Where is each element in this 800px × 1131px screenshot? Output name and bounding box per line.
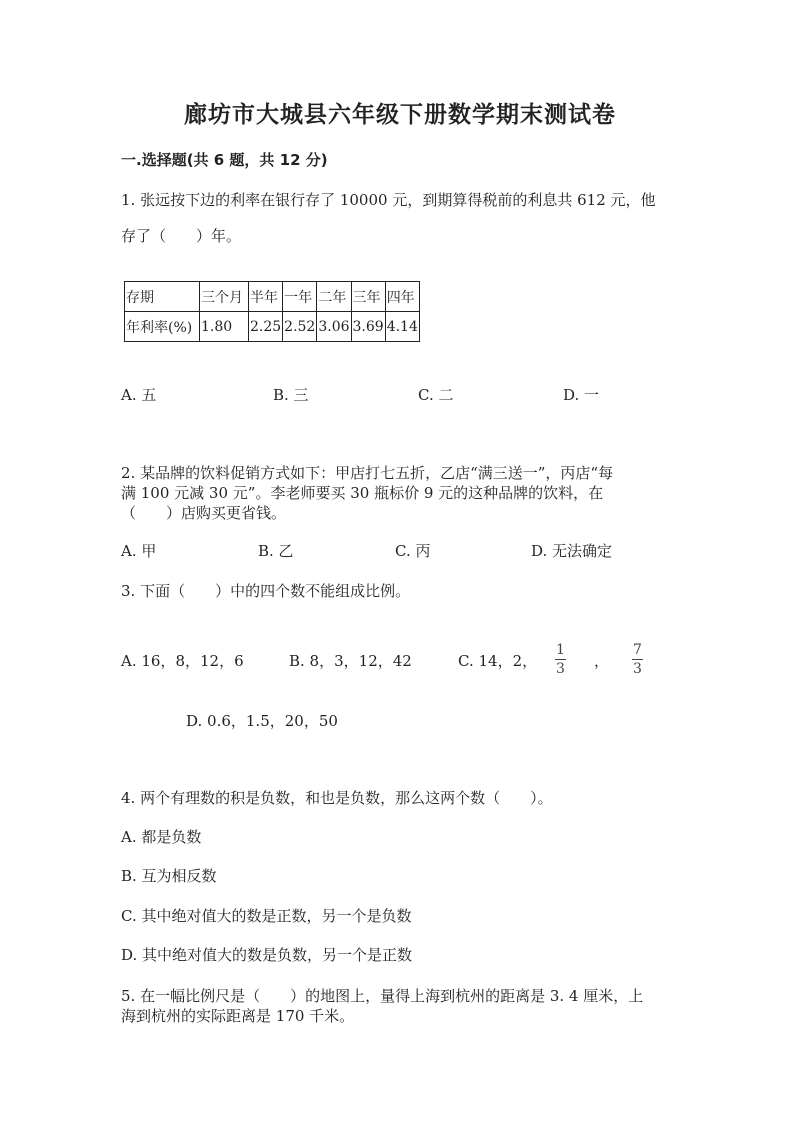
section-heading: 一.选择题(共 6 题，共 12 分): [121, 151, 328, 169]
q4-option-c[interactable]: C. 其中绝对值大的数是正数，另一个是负数: [121, 907, 412, 925]
q2-text-line2: 满 100 元减 30 元”。李老师要买 30 瓶标价 9 元的这种品牌的饮料，在: [121, 484, 604, 502]
table-header-row: [125, 282, 420, 312]
q2-text-line3: （ ）店购买更省钱。: [121, 504, 287, 522]
table-cell: 二年: [317, 282, 351, 312]
fraction-bar: [632, 659, 643, 660]
fraction-numerator: 7: [633, 642, 642, 658]
fraction-denominator: 3: [556, 661, 565, 677]
table-cell: 三个月: [200, 282, 249, 312]
fraction-bar: [555, 659, 566, 660]
table-cell: 2.52: [283, 312, 317, 342]
fraction-denominator: 3: [633, 661, 642, 677]
table-row: [125, 312, 420, 342]
table-cell: 3.06: [317, 312, 351, 342]
q2-option-b[interactable]: B. 乙: [258, 542, 294, 560]
q3-option-a[interactable]: A. 16，8，12，6: [121, 652, 244, 670]
q5-text-line1: 5. 在一幅比例尺是（ ）的地图上，量得上海到杭州的距离是 3. 4 厘米，上: [121, 987, 644, 1005]
table-cell: 4.14: [385, 312, 419, 342]
q5-text-line2: 海到杭州的实际距离是 170 千米。: [121, 1007, 355, 1025]
q1-option-b[interactable]: B. 三: [273, 386, 309, 404]
table-cell: 3.69: [351, 312, 385, 342]
table-cell: 三年: [351, 282, 385, 312]
q3-text-line1: 3. 下面（ ）中的四个数不能组成比例。: [121, 582, 411, 600]
q3-option-c[interactable]: C. 14，2，: [458, 652, 538, 670]
q1-option-c[interactable]: C. 二: [418, 386, 454, 404]
q2-option-c[interactable]: C. 丙: [395, 542, 431, 560]
q4-option-a[interactable]: A. 都是负数: [121, 828, 202, 846]
fraction-numerator: 1: [556, 642, 565, 658]
q1-option-a[interactable]: A. 五: [121, 386, 157, 404]
table-cell: 存期: [125, 282, 200, 312]
q4-text-line1: 4. 两个有理数的积是负数，和也是负数，那么这两个数（ ）。: [121, 789, 553, 807]
q4-option-b[interactable]: B. 互为相反数: [121, 867, 217, 885]
q3-option-d[interactable]: D. 0.6，1.5，20，50: [186, 712, 338, 730]
table-cell: 年利率(%): [125, 312, 200, 342]
interest-rate-table: [124, 281, 420, 342]
table-cell: 四年: [385, 282, 419, 312]
q1-text-line1: 1. 张远按下边的利率在银行存了 10000 元，到期算得税前的利息共 612 元，他: [121, 191, 656, 209]
page-title: 廊坊市大城县六年级下册数学期末测试卷: [184, 102, 616, 128]
table-cell: 2.25: [249, 312, 283, 342]
table-cell: 一年: [283, 282, 317, 312]
table-cell: 半年: [249, 282, 283, 312]
q1-option-d[interactable]: D. 一: [563, 386, 600, 404]
q2-option-d[interactable]: D. 无法确定: [531, 542, 613, 560]
q2-text-line1: 2. 某品牌的饮料促销方式如下：甲店打七五折，乙店“满三送一”，丙店“每: [121, 464, 614, 482]
table-cell: 1.80: [200, 312, 249, 342]
q3-fraction-one-third: [555, 643, 566, 676]
q3-option-b[interactable]: B. 8，3，12，42: [289, 652, 412, 670]
q1-text-line2: 存了（ ）年。: [121, 227, 242, 245]
q2-option-a[interactable]: A. 甲: [121, 542, 157, 560]
q4-option-d[interactable]: D. 其中绝对值大的数是负数，另一个是正数: [121, 946, 413, 964]
q3-option-c-separator: ，: [594, 652, 610, 670]
q3-fraction-seven-thirds: [632, 643, 643, 676]
